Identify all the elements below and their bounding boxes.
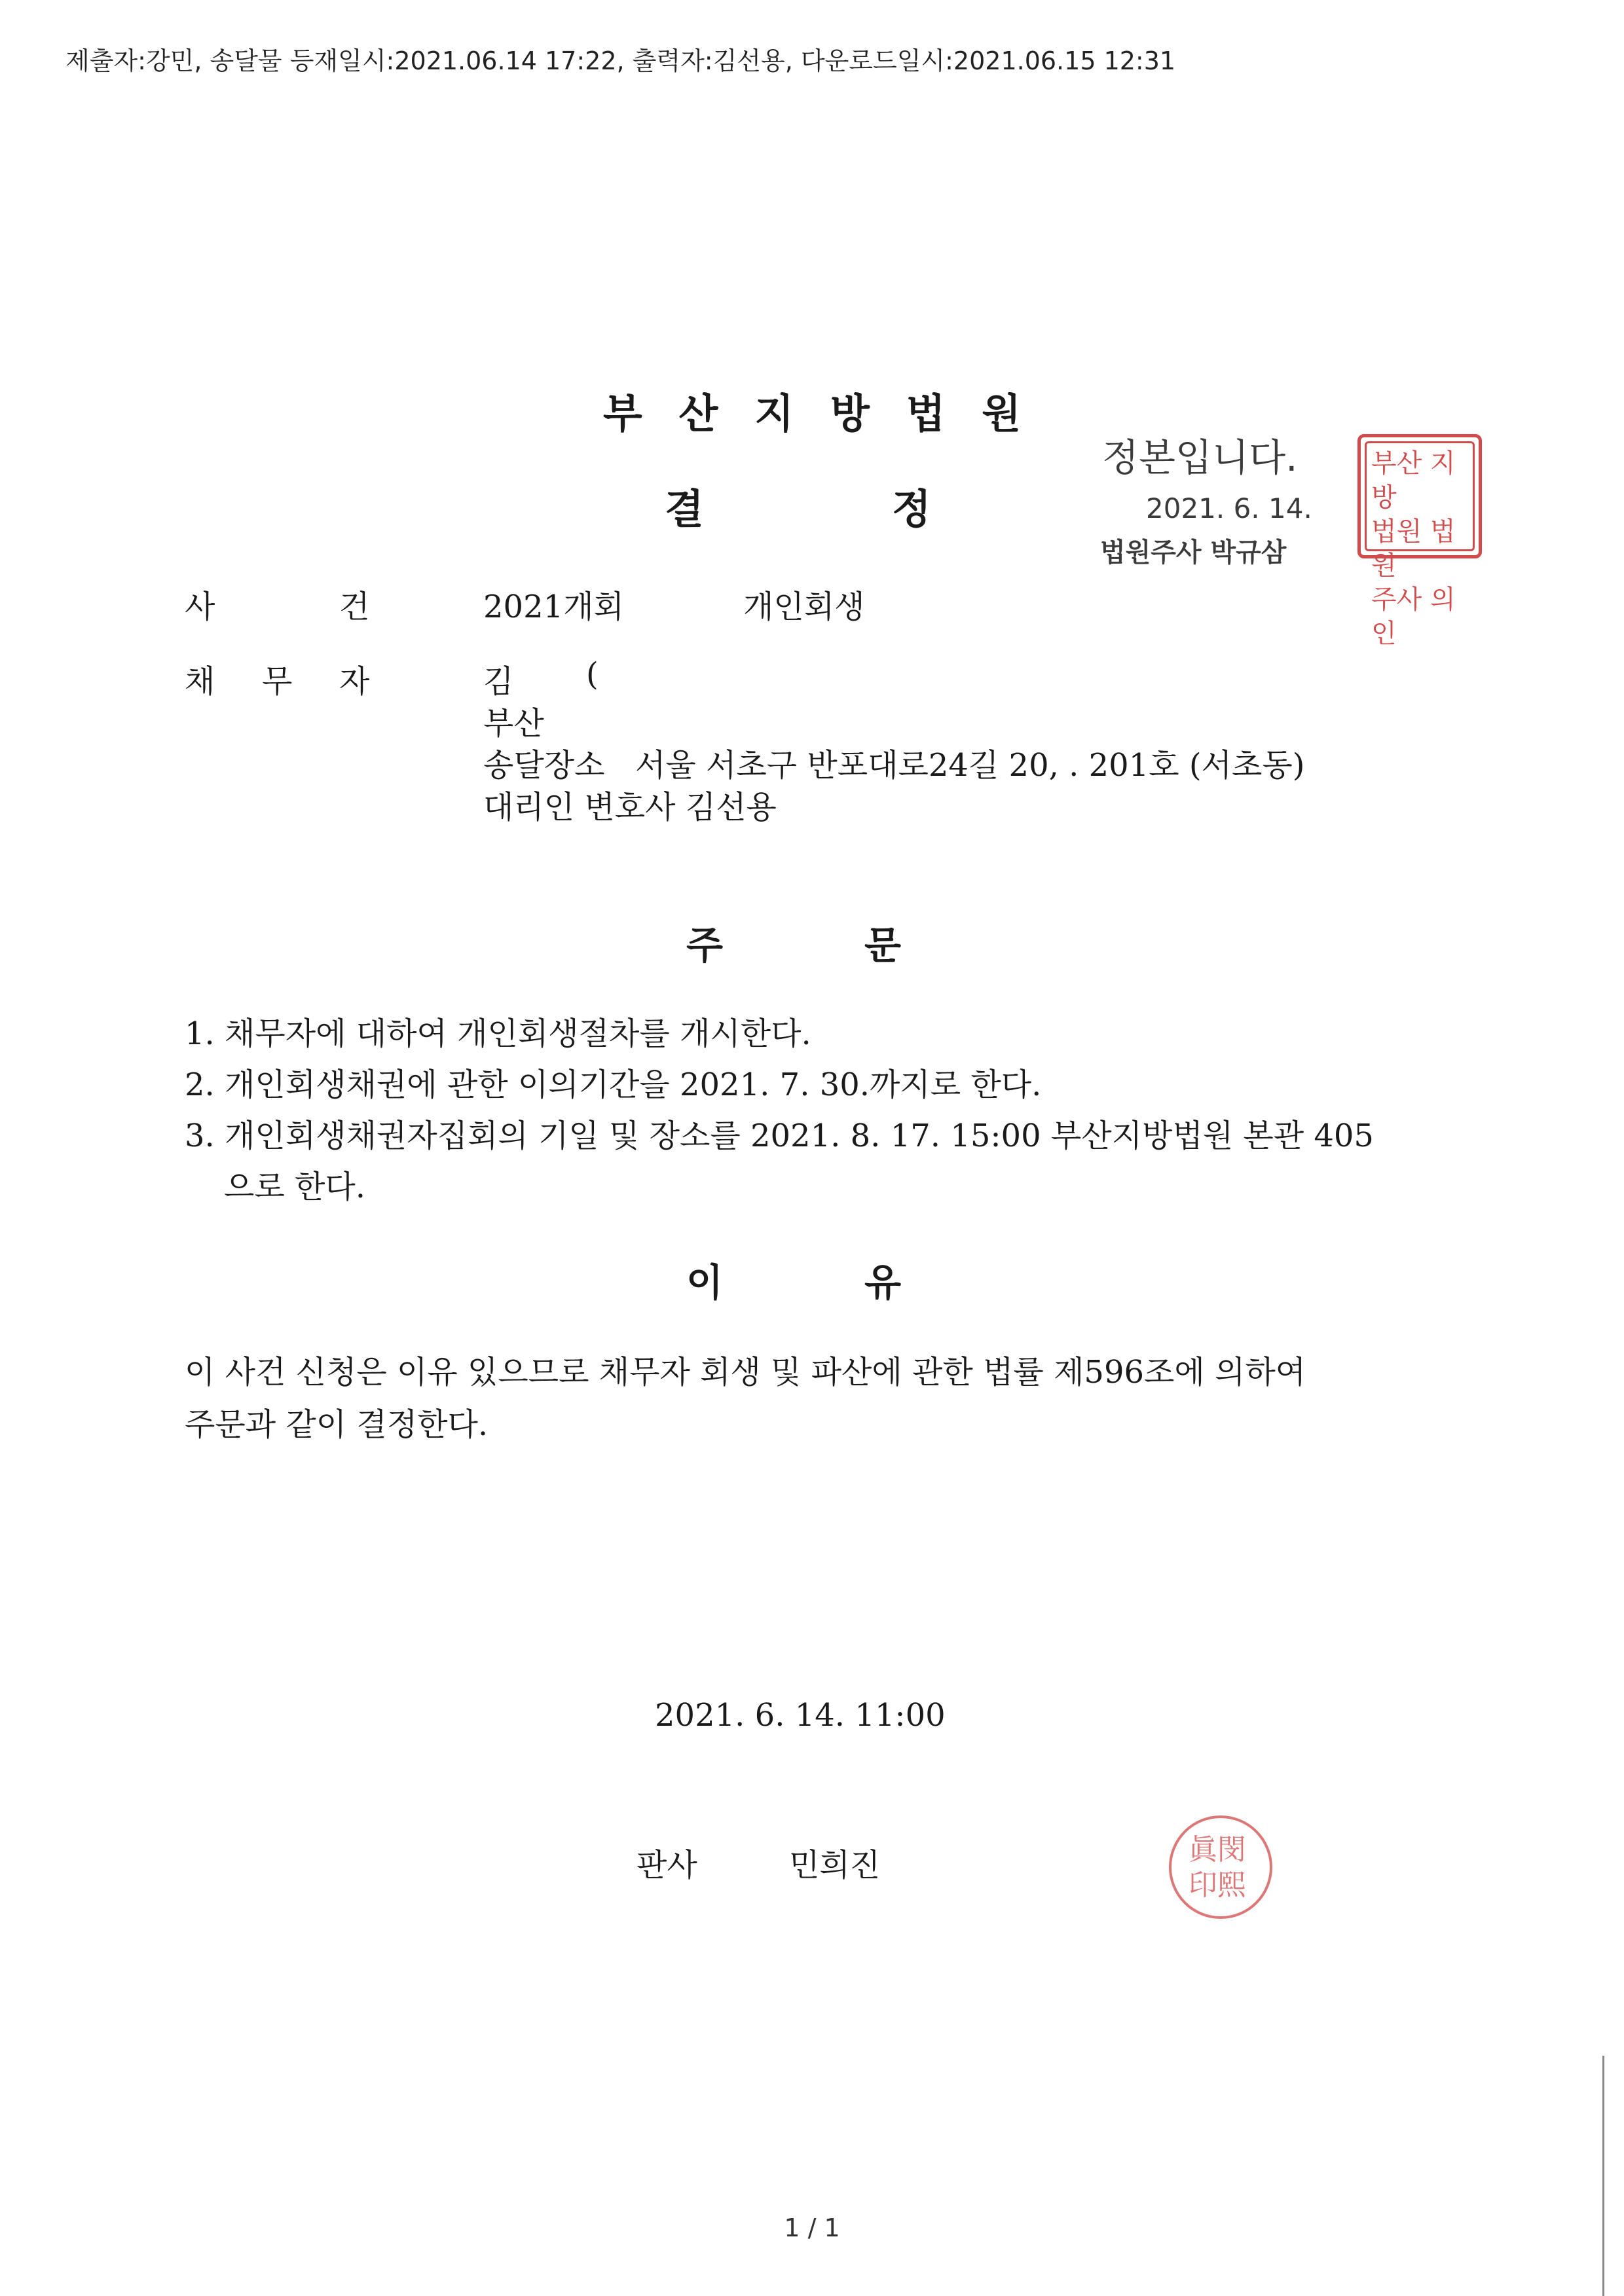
order-heading-char-2: 문 [864,923,902,968]
judge-seal [1169,1815,1272,1919]
debtor-label-char-1: 채 [185,663,215,700]
certification-text: 정본입니다. [1102,435,1298,480]
service-address: 서울 서초구 반포대로24길 20, . 201호 (서초동) [635,747,1305,784]
seal-char: 법원 [1371,517,1422,547]
case-number: 2021개회 [483,589,624,625]
court-clerk-seal [1357,434,1482,649]
debtor-agent: 대리인 변호사 김선용 [483,789,777,826]
judge-name: 민희진 [789,1847,881,1884]
seal-char: 印 [1189,1868,1217,1902]
download-header: 제출자:강민, 송달물 등재일시:2021.06.14 17:22, 출력자:김선용, 다운로드일시:2021.06.15 12:31 [65,46,1176,75]
order-item-1: 1. 채무자에 대하여 개인회생절차를 개시한다. [185,1015,811,1052]
order-heading-char-1: 주 [686,923,724,968]
certification-clerk: 법원주사 박규삼 [1100,538,1287,568]
case-name: 개인회생 [743,589,865,625]
order-item-3: 3. 개인회생채권자집회의 기일 및 장소를 2021. 8. 17. 15:00 부산지방법원 본관 405 [185,1118,1374,1154]
doc-type-char-1: 결 [665,485,704,533]
debtor-name: 김 [483,663,514,700]
seal-char: 부산 [1371,448,1422,479]
case-label-char-2: 건 [339,589,370,625]
doc-type-char-2: 정 [892,485,931,533]
seal-char: 법원 [1371,517,1456,581]
decision-date: 2021. 6. 14. 11:00 [655,1697,946,1734]
order-item-2: 2. 개인회생채권에 관한 이의기간을 2021. 7. 30.까지로 한다. [185,1066,1042,1103]
debtor-label-char-3: 자 [339,663,370,700]
seal-char: 지방 [1371,448,1456,513]
order-item-3-cont: 으로 한다. [224,1169,365,1205]
reason-heading-char-1: 이 [686,1260,724,1305]
judge-title: 판사 [637,1847,697,1884]
seal-char: 眞 [1189,1833,1217,1867]
service-label: 송달장소 [483,747,605,784]
reason-line-2: 주문과 같이 결정한다. [185,1406,489,1443]
seal-char: 閔 [1217,1833,1246,1867]
debtor-label-char-2: 무 [262,663,293,700]
reason-heading-char-2: 유 [864,1260,902,1305]
reason-line-1: 이 사건 신청은 이유 있으므로 채무자 회생 및 파산에 관한 법률 제596조에 의하여 [185,1354,1306,1391]
seal-char: 주사 [1371,585,1422,615]
debtor-address: 부산 [483,705,544,742]
seal-char: 熙 [1217,1868,1246,1902]
case-label-char-1: 사 [185,589,215,625]
scan-edge-line [1602,2056,1604,2296]
court-name: 부산지방법원 [602,390,1058,437]
certification-date: 2021. 6. 14. [1146,492,1312,524]
page-number: 1 / 1 [784,2214,840,2242]
debtor-id-paren: ( [586,656,599,693]
seal-char: 의인 [1371,585,1456,649]
